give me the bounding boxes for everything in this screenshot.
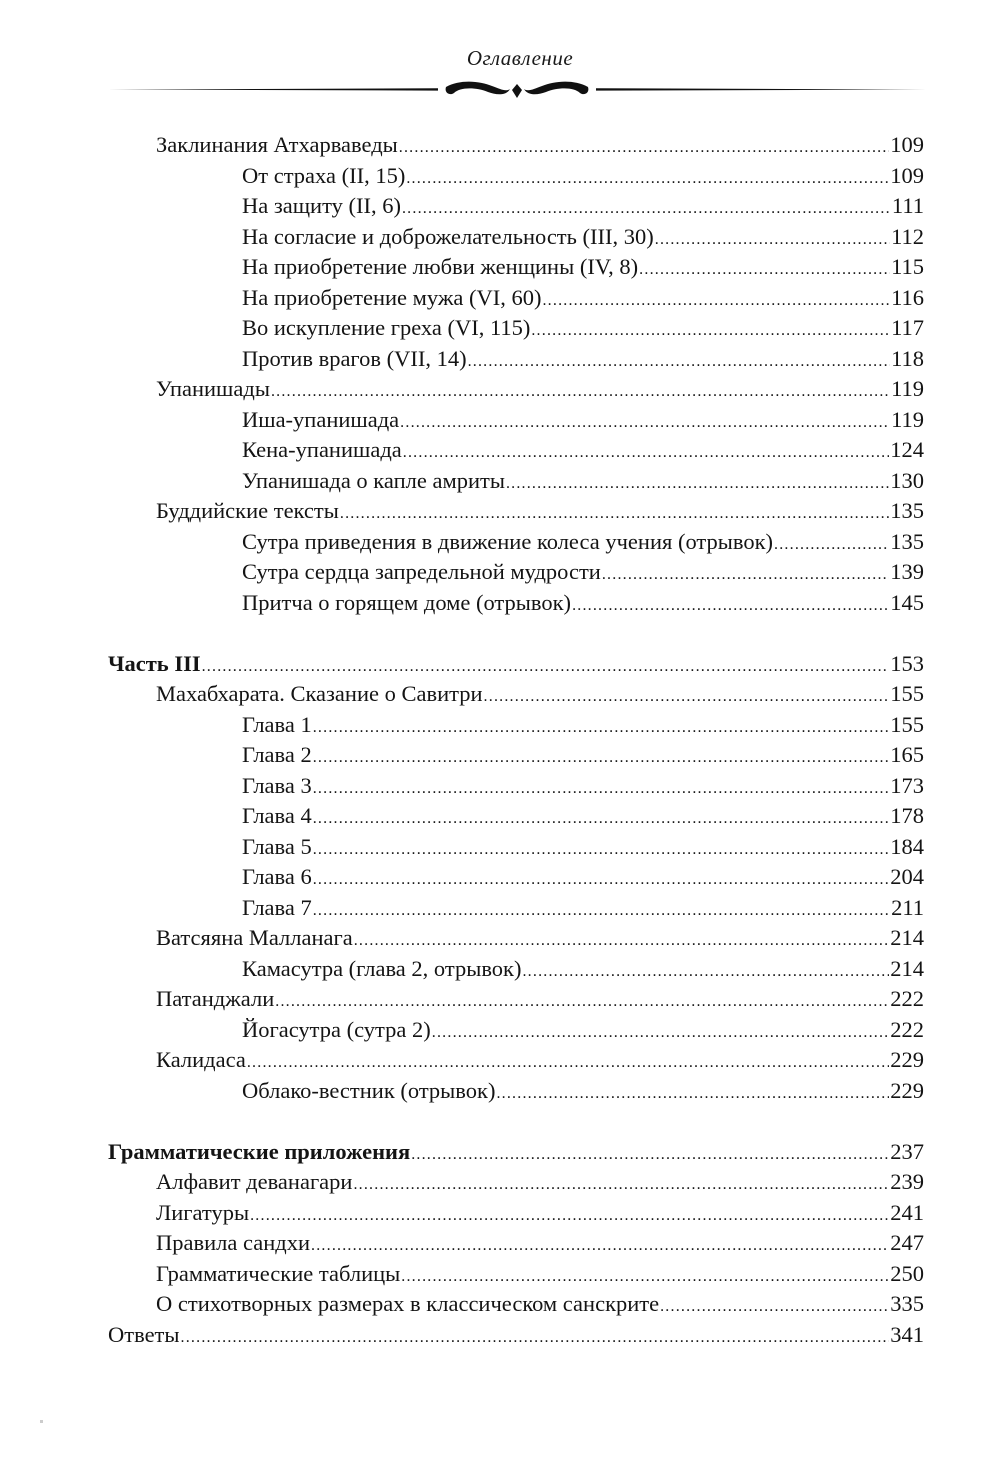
toc-entry[interactable] <box>242 1015 924 1045</box>
dot-leader <box>313 713 890 743</box>
toc-entry-title: Йогасутра (сутра 2) <box>242 1016 431 1042</box>
toc-entry-page: 184 <box>890 833 924 859</box>
toc-entry[interactable] <box>156 1259 924 1289</box>
toc-entry-page: 109 <box>890 132 924 157</box>
toc-entry-page: 247 <box>890 1230 924 1255</box>
toc-entry-page: 214 <box>890 955 924 981</box>
dot-leader <box>313 804 890 834</box>
toc-entry[interactable] <box>242 313 924 343</box>
dot-leader <box>313 835 890 865</box>
toc-entry-title: Глава 5 <box>242 833 312 859</box>
dot-leader <box>311 1231 889 1261</box>
toc-entry[interactable] <box>242 710 924 740</box>
toc-entry-title: Во искупление греха (VI, 115) <box>242 315 531 340</box>
toc-entry[interactable] <box>242 557 924 587</box>
toc-entry-page: 239 <box>890 1169 924 1194</box>
dot-leader <box>496 1079 889 1109</box>
dot-leader <box>313 743 890 773</box>
toc-entry-page: 109 <box>890 162 924 188</box>
toc-entry-page: 237 <box>890 1138 924 1164</box>
toc-entry-page: 204 <box>890 864 924 889</box>
toc-entry-title: На защиту (II, 6) <box>242 193 401 218</box>
toc-entry-page: 119 <box>891 376 924 401</box>
toc-entry-page: 222 <box>890 986 924 1011</box>
toc-entry-title: Притча о горящем доме (отрывок) <box>242 589 572 615</box>
toc-entry[interactable] <box>156 1228 924 1258</box>
dot-leader <box>411 1140 889 1170</box>
toc-entry[interactable] <box>156 496 924 526</box>
toc-entry[interactable] <box>156 374 924 404</box>
dot-leader <box>522 957 889 987</box>
toc-entry-title: Заклинания Атхарваведы <box>156 132 398 157</box>
toc-entry[interactable] <box>242 740 924 770</box>
dot-leader <box>432 1018 889 1048</box>
toc-entry-page: 117 <box>891 315 924 340</box>
dot-leader <box>660 1292 889 1322</box>
scan-speck <box>40 1420 43 1423</box>
toc-entry[interactable] <box>108 1137 924 1167</box>
dot-leader <box>340 499 889 529</box>
toc-entry[interactable] <box>108 649 924 679</box>
toc-entry-title: Глава 1 <box>242 711 312 737</box>
toc-entry-title: Глава 7 <box>242 894 312 920</box>
toc-entry-title: Упанишада о капле амриты <box>242 467 505 493</box>
toc-entry-page: 229 <box>890 1047 924 1072</box>
toc-entry[interactable] <box>156 1198 924 1228</box>
toc-entry-title: Ватсяяна Малланага <box>156 925 353 950</box>
dot-leader <box>399 133 889 163</box>
toc-entry[interactable] <box>156 1289 924 1319</box>
toc-entry-title: Облако-вестник (отрывок) <box>242 1077 496 1103</box>
toc-entry-page: 211 <box>891 894 924 920</box>
toc-entry-page: 135 <box>890 498 924 523</box>
toc-entry-page: 112 <box>891 223 924 249</box>
toc-entry-title: Патанджали <box>156 986 275 1011</box>
toc-entry[interactable] <box>242 283 924 313</box>
dot-leader <box>639 255 890 285</box>
toc-entry[interactable] <box>242 1076 924 1106</box>
toc-entry-page: 139 <box>890 559 924 584</box>
toc-entry-page: 341 <box>890 1321 924 1347</box>
toc-entry[interactable] <box>156 984 924 1014</box>
toc-entry-page: 130 <box>890 467 924 493</box>
dot-leader <box>484 682 890 712</box>
toc-entry-title: Лигатуры <box>156 1199 250 1225</box>
toc-entry-title: На согласие и доброжелательность (III, 30) <box>242 223 654 249</box>
toc-entry[interactable] <box>242 527 924 557</box>
dot-leader <box>401 1262 889 1292</box>
toc-entry[interactable] <box>242 252 924 282</box>
toc-entry-title: Ответы <box>108 1321 180 1347</box>
toc-entry-page: 118 <box>891 345 924 371</box>
toc-entry-title: Сутра сердца запредельной мудрости <box>242 559 601 584</box>
ornament-divider-icon <box>108 76 926 106</box>
toc-entry-title: Камасутра (глава 2, отрывок) <box>242 955 522 981</box>
dot-leader <box>531 316 890 346</box>
toc-entry[interactable] <box>156 923 924 953</box>
toc-entry-page: 119 <box>891 406 924 432</box>
toc-entry-title: Упанишады <box>156 376 270 401</box>
toc-entry[interactable] <box>242 435 924 465</box>
toc-entry-page: 145 <box>890 589 924 615</box>
toc-entry[interactable] <box>242 832 924 862</box>
toc-entry[interactable] <box>242 954 924 984</box>
toc-entry-title: Грамматические таблицы <box>156 1260 401 1286</box>
dot-leader <box>506 469 889 499</box>
toc-entry-page: 229 <box>890 1077 924 1103</box>
toc-entry-page: 115 <box>891 254 924 279</box>
toc-entry-title: На приобретение любви женщины (IV, 8) <box>242 254 639 279</box>
dot-leader <box>313 896 890 926</box>
toc-entry-page: 214 <box>890 925 924 950</box>
toc-entry[interactable] <box>242 466 924 496</box>
dot-leader <box>202 652 890 682</box>
dot-leader <box>313 865 890 895</box>
toc-entry[interactable] <box>108 1320 924 1350</box>
dot-leader <box>247 1048 889 1078</box>
toc-entry-title: Часть III <box>108 650 201 676</box>
toc-entry-page: 116 <box>891 284 924 310</box>
dot-leader <box>271 377 890 407</box>
toc-entry-page: 178 <box>890 803 924 828</box>
dot-leader <box>602 560 889 590</box>
toc-entry-title: Махабхарата. Сказание о Савитри <box>156 681 483 706</box>
toc-entry-title: От страха (II, 15) <box>242 162 406 188</box>
toc-entry-title: Кена-упанишада <box>242 437 402 462</box>
toc-entry[interactable] <box>242 771 924 801</box>
dot-leader <box>354 926 890 956</box>
toc-entry-title: Глава 3 <box>242 772 312 798</box>
toc-entry-page: 173 <box>890 772 924 798</box>
toc-entry[interactable] <box>242 405 924 435</box>
toc-entry[interactable] <box>242 222 924 252</box>
toc-entry-page: 155 <box>890 711 924 737</box>
toc-entry[interactable] <box>242 191 924 221</box>
toc-entry-page: 135 <box>890 528 924 554</box>
dot-leader <box>313 774 890 804</box>
toc-entry[interactable] <box>242 161 924 191</box>
toc-entry-title: Буддийские тексты <box>156 498 339 523</box>
toc-entry-title: Глава 4 <box>242 803 312 828</box>
toc-entry-page: 124 <box>890 437 924 462</box>
toc-entry-page: 241 <box>890 1199 924 1225</box>
dot-leader <box>655 225 890 255</box>
toc-entry-title: Иша-упанишада <box>242 406 400 432</box>
toc-entry-title: Калидаса <box>156 1047 246 1072</box>
toc-entry-title: О стихотворных размерах в классическом санскрите <box>156 1291 660 1316</box>
toc-entry[interactable] <box>156 1045 924 1075</box>
toc-entry[interactable] <box>156 130 924 160</box>
toc-entry-title: Глава 6 <box>242 864 312 889</box>
toc-entry-title: Грамматические приложения <box>108 1138 411 1164</box>
dot-leader <box>275 987 889 1017</box>
toc-entry-page: 165 <box>890 742 924 767</box>
toc-entry-title: Сутра приведения в движение колеса учения (отрывок) <box>242 528 774 554</box>
dot-leader <box>572 591 889 621</box>
toc-entry-page: 222 <box>890 1016 924 1042</box>
dot-leader <box>400 408 890 438</box>
toc-entry-page: 250 <box>890 1260 924 1286</box>
dot-leader <box>403 438 889 468</box>
toc-entry[interactable] <box>242 862 924 892</box>
page-header <box>0 46 1000 116</box>
toc-entry-title: Против врагов (VII, 14) <box>242 345 467 371</box>
toc-entry-page: 153 <box>890 650 924 676</box>
toc-entry-page: 155 <box>890 681 924 706</box>
toc-entry[interactable] <box>242 344 924 374</box>
toc-entry[interactable] <box>156 1167 924 1197</box>
dot-leader <box>542 286 890 316</box>
running-head-title: Оглавление <box>466 46 574 70</box>
dot-leader <box>774 530 889 560</box>
toc-entry-title: Правила сандхи <box>156 1230 311 1255</box>
dot-leader <box>250 1201 889 1231</box>
toc-entry-title: Глава 2 <box>242 742 312 767</box>
toc-entry[interactable] <box>242 801 924 831</box>
toc-entry[interactable] <box>156 679 924 709</box>
toc-entry-title: Алфавит деванагари <box>156 1169 353 1194</box>
toc-entry[interactable] <box>242 588 924 618</box>
dot-leader <box>468 347 891 377</box>
dot-leader <box>353 1170 889 1200</box>
dot-leader <box>181 1323 890 1353</box>
toc-entry-title: На приобретение мужа (VI, 60) <box>242 284 542 310</box>
toc-entry-page: 335 <box>890 1291 924 1316</box>
dot-leader <box>406 164 889 194</box>
toc-entry[interactable] <box>242 893 924 923</box>
toc-entry-page: 111 <box>891 193 924 218</box>
dot-leader <box>402 194 891 224</box>
